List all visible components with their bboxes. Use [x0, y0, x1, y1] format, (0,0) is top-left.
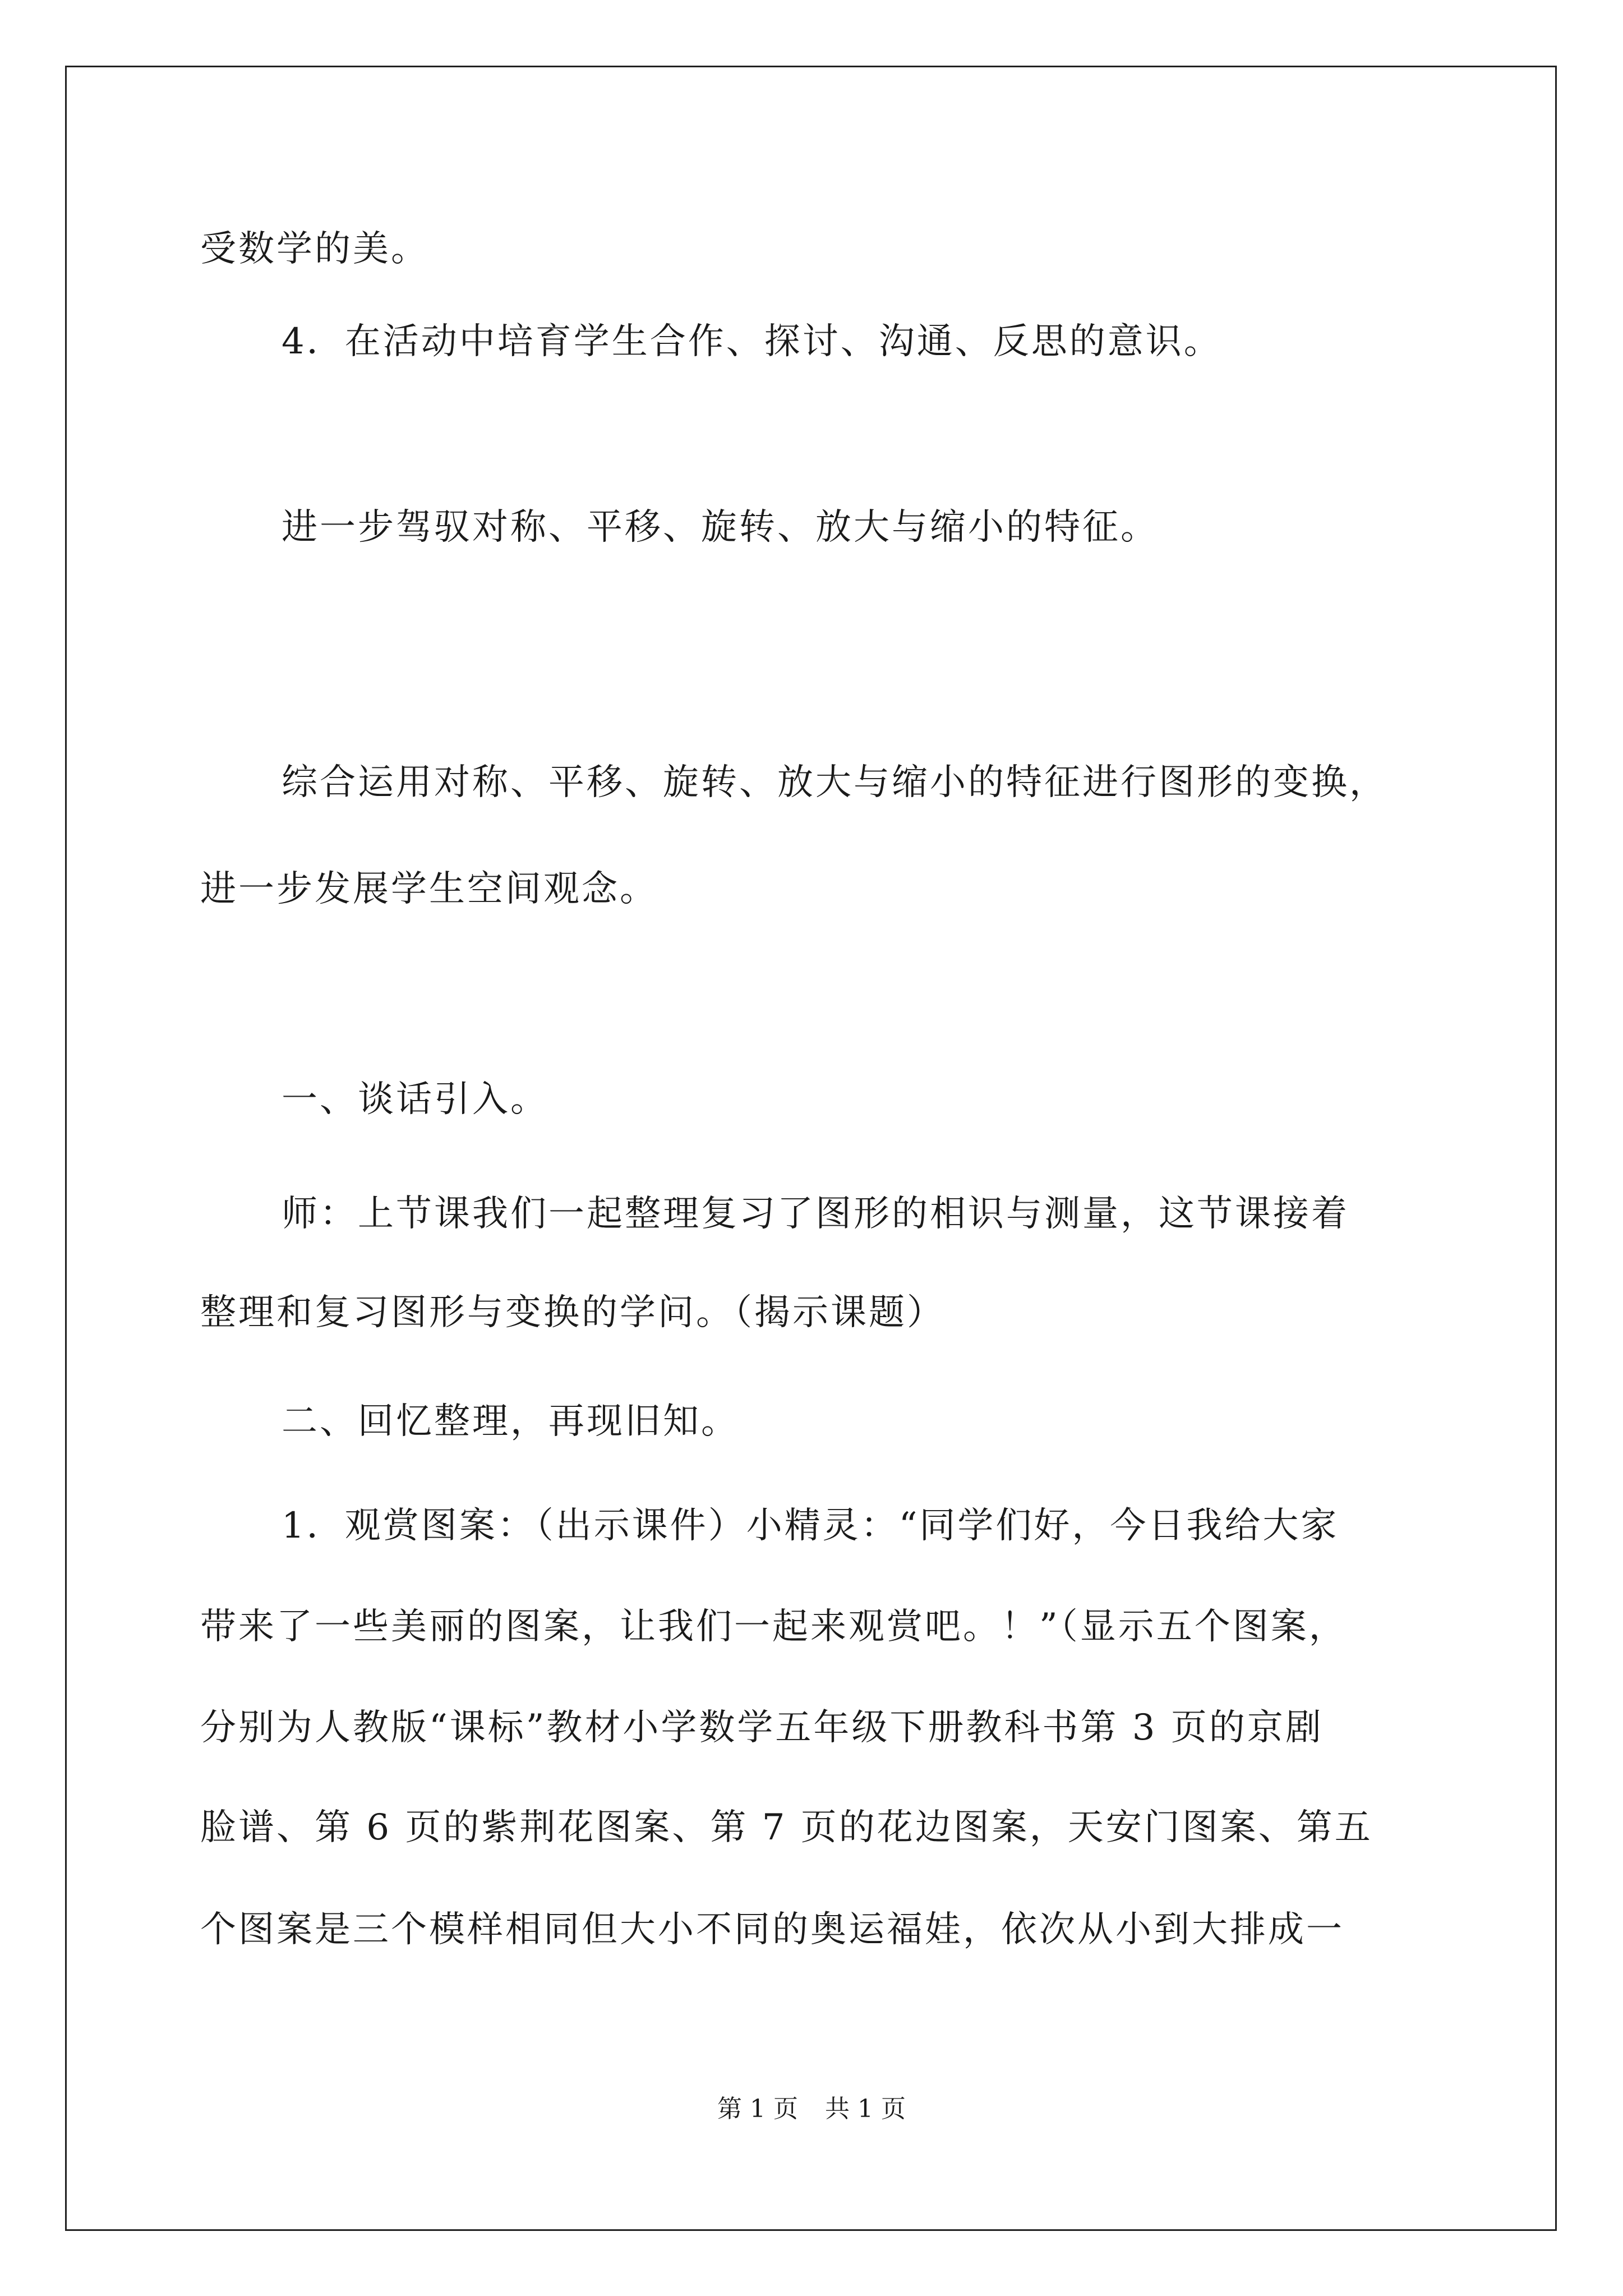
page-border	[65, 66, 1557, 2231]
body-line-14: 个图案是三个模样相同但大小不同的奥运福娃，依次从小到大排成一	[200, 1909, 1344, 1950]
page-footer	[0, 2093, 1623, 2125]
body-line-5: 进一步发展学生空间观念。	[200, 868, 658, 910]
section-heading-1: 一、谈话引入。	[282, 1079, 548, 1120]
body-line-8: 整理和复习图形与变换的学问。（揭示课题）	[200, 1292, 945, 1333]
body-line-11: 带来了一些美丽的图案，让我们一起来观赏吧。！”（显示五个图案，	[200, 1606, 1347, 1648]
page-total: 共 1 页	[825, 2095, 906, 2123]
body-line-7: 师：上节课我们一起整理复习了图形的相识与测量，这节课接着	[282, 1193, 1349, 1235]
body-line-4: 综合运用对称、平移、旋转、放大与缩小的特征进行图形的变换，	[282, 762, 1387, 803]
body-line-1: 受数学的美。	[200, 228, 429, 270]
page-number: 第 1 页	[717, 2095, 798, 2123]
body-line-10: 1．观赏图案：（出示课件）小精灵：“同学们好，今日我给大家	[282, 1505, 1339, 1547]
body-line-2: 4．在活动中培育学生合作、探讨、沟通、反思的意识。	[282, 321, 1222, 362]
body-line-3: 进一步驾驭对称、平移、旋转、放大与缩小的特征。	[282, 507, 1159, 548]
body-line-13: 脸谱、第 6 页的紫荆花图案、第 7 页的花边图案，天安门图案、第五	[200, 1807, 1373, 1848]
section-heading-2: 二、回忆整理，再现旧知。	[282, 1401, 739, 1442]
body-line-12: 分别为人教版“课标”教材小学数学五年级下册教科书第 3 页的京剧	[200, 1707, 1324, 1749]
